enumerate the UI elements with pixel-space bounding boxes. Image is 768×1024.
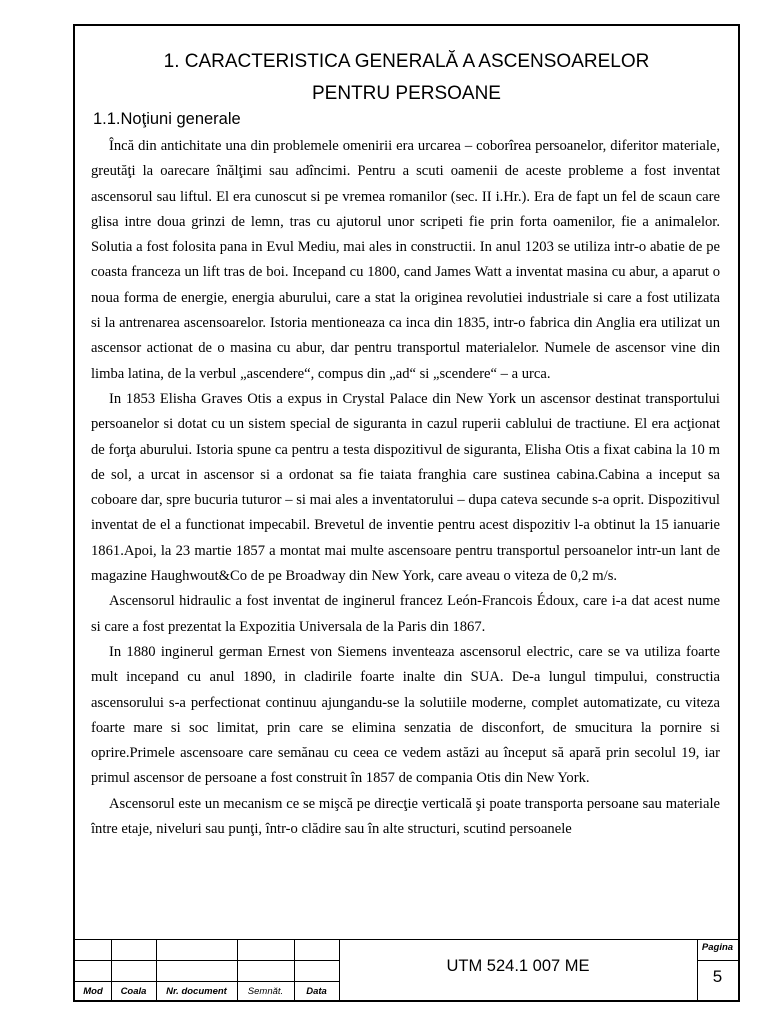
page-label: Pagina — [701, 942, 734, 953]
paragraph: In 1853 Elisha Graves Otis a expus in Crystal Palace din New York un ascensor destinat transportului persoanelor si dotat cu un sistem special de siguranta in cazul ruperii cablului de tractiune. El era acţionat de forţa aburului. Istoria spune ca pentru a testa dispozitivul de siguranta, Elisha Otis a fixat cabina la 10 m de sol, a urcat in ascensor si a ordonat sa fie taiata franghia care sustinea cabina.Cabina a inceput sa coboare dar, spre bucuria tuturor – si mai ales a inventatorului – dupa cateva secunde s-a oprit. Dispozitivul inventat de el a functionat impecabil. Brevetul de inventie pentru acest dispozitiv l-a obtinut la 15 ianuarie 1861.Apoi, la 23 martie 1857 a montat mai multe ascensoare pentru transportul persoanelor intr-un lant de magazine Haughwout&Co de pe Broadway din New York, care aveau o viteza de 0,2 m/s. — [91, 390, 720, 585]
title-block-row-line — [75, 981, 339, 982]
page-title — [75, 46, 738, 110]
paragraph: Încă din antichitate una din problemele omenirii era urcarea – coborîrea persoanelor, diferitor materiale, greutăţi la oarecare înălţimi sau adîncimi. Pentru a scuti oamenii de aceste probleme a fost inventat ascensorul sau liftul. El era cunoscut si pe vremea romanilor (sec. II i.Hr.). Era de fapt un fel de scaun care glisa intre doua grinzi de lemn, tras cu ajutorul unor scripeti fie prin forta oamenilor, fie a animalelor. Solutia a fost folosita pana in Evul Mediu, mai ales in constructii. In anul 1203 se utiliza intr-o abatie de pe coasta franceza un lift tras de boi. Incepand cu 1800, cand James Watt a inventat masina cu abur, a aparut o noua forma de energie, energia aburului, care a stat la originea revolutiei industriale si care a fost utilizata si la antrenarea ascensoarelor. Istoria mentioneaza ca inca din 1835, intr-o fabrica din Anglia era utilizat un ascensor actionat de o masina cu abur, dar pentru transportul materialelor. Numele de ascensor vine din limba latina, de la verbul „ascendere“, compus din „ad“ si „scendere“ – a urca. — [91, 138, 720, 382]
section-heading: 1.1.Noţiuni generale — [93, 110, 241, 128]
title-line-2: PENTRU PERSOANE — [312, 83, 501, 104]
col-label-nr-document: Nr. document — [166, 986, 227, 997]
title-line-1: 1. CARACTERISTICA GENERALĂ A ASCENSOARELOR — [163, 51, 650, 72]
col-label-mod: Mod — [83, 986, 103, 997]
paragraph: Ascensorul este un mecanism ce se mişcă pe direcţie verticală şi poate transporta persoane sau materiale între etaje, niveluri sau punţi, într-o clădire sau în alte structuri, scutind persoanele — [91, 795, 720, 838]
page-cell-line — [697, 960, 738, 961]
title-block-top-line — [75, 939, 738, 940]
title-block — [75, 939, 738, 1002]
col-label-semnat: Semnăt. — [247, 986, 284, 997]
body-text — [91, 134, 720, 940]
col-label-data: Data — [306, 986, 327, 997]
paragraph: In 1880 inginerul german Ernest von Siemens inventeaza ascensorul electric, care se va utiliza foarte mult incepand cu anul 1890, in cladirile foarte inalte din SUA. De-a lungul timpului, constructia ascensorului s-a perfectionat continuu ajungandu-se la solutiile moderne, complet automatizate, cu viteza foarte mare si soc limitat, prin care se elimina senzatia de disconfort, de smucitura la pornire si oprire.Primele ascensoare care semănau cu ceea ce vedem astăzi au început să apară prin secolul 19, iar primul ascensor de persoane a fost construit în 1857 de compania Otis din New York. — [91, 643, 720, 787]
col-label-coala: Coala — [120, 986, 147, 997]
paragraph: Ascensorul hidraulic a fost inventat de inginerul francez León-Francois Édoux, care i-a dat acest nume si care a fost prezentat la Expozitia Universala de la Paris din 1867. — [91, 593, 720, 635]
document-id: UTM 524.1 007 ME — [446, 957, 590, 975]
title-block-row-line — [75, 960, 339, 961]
page-frame — [73, 24, 740, 1002]
page-number: 5 — [712, 967, 723, 986]
